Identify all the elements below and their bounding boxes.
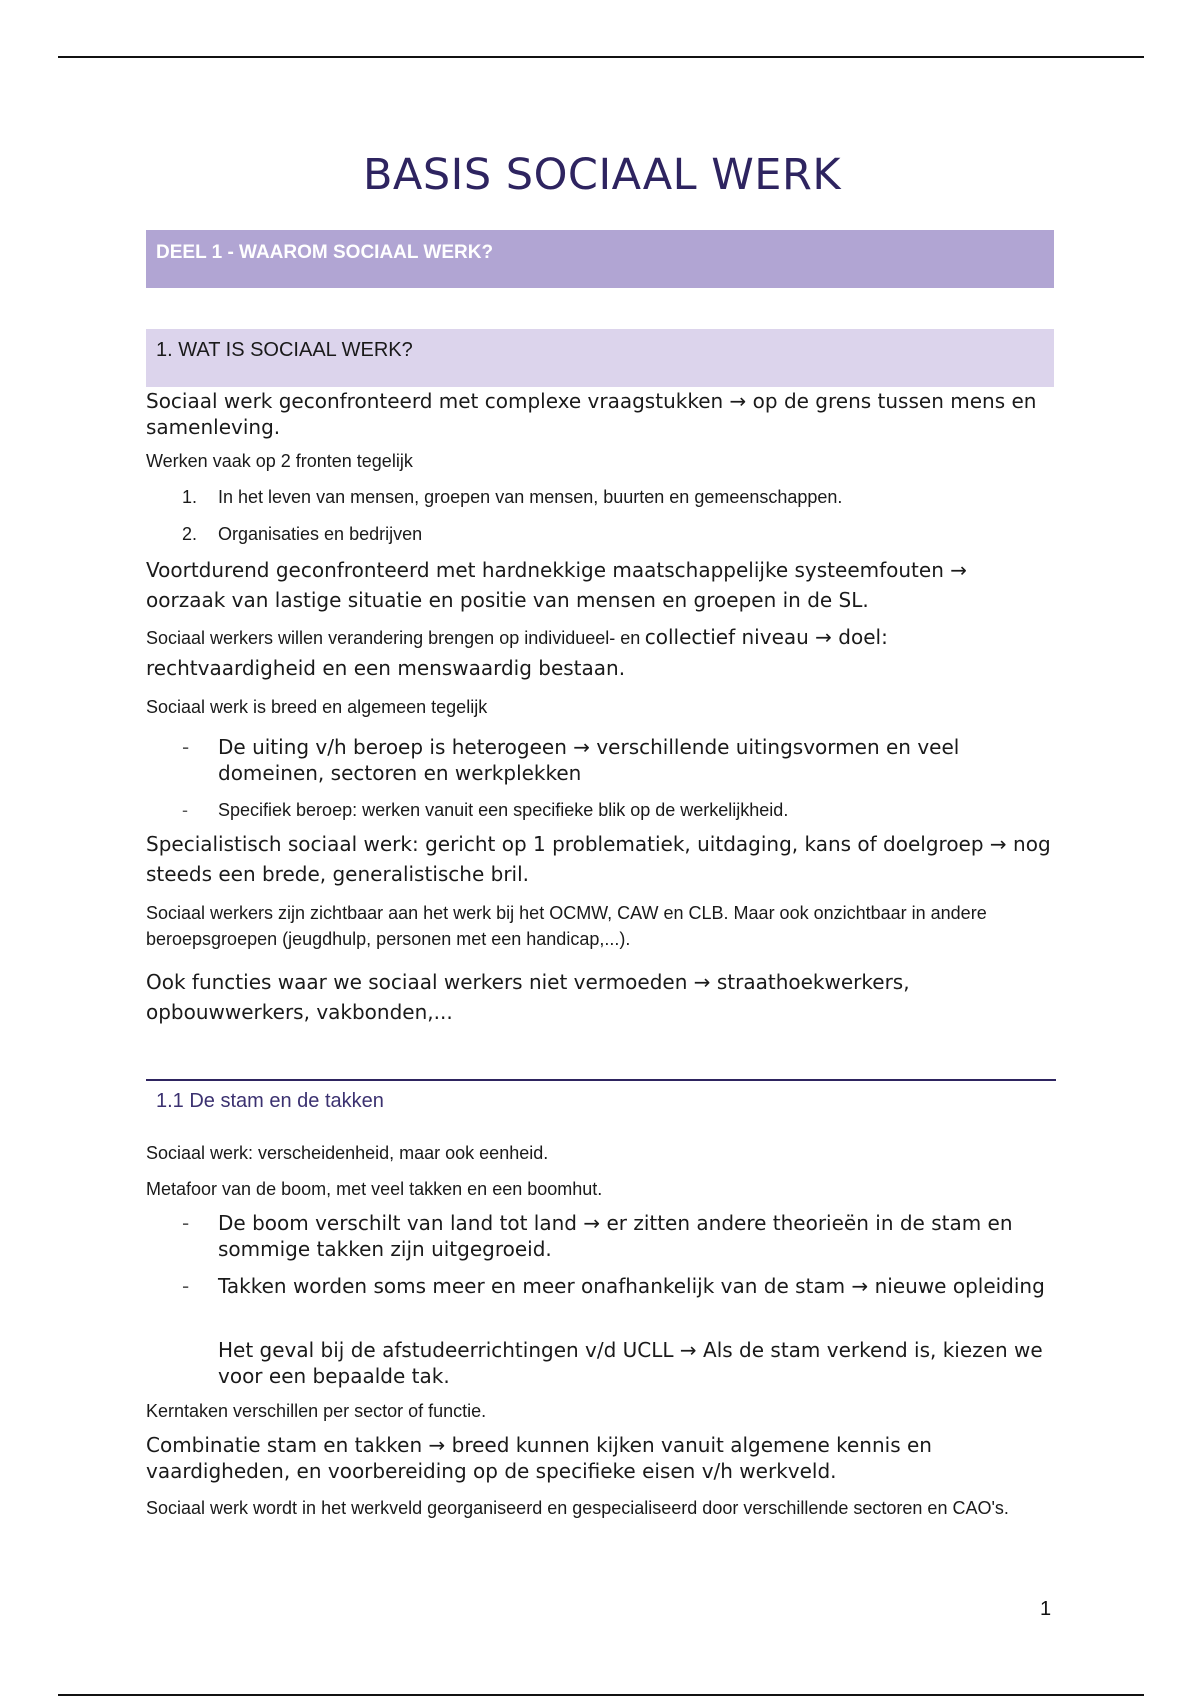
paragraph-broad-general: Sociaal werk is breed en algemeen tegelijk	[146, 697, 488, 717]
dash-bullet-icon: -	[182, 735, 190, 759]
page-bottom-rule	[58, 1694, 1144, 1696]
list-item-text: Het geval bij de afstudeerrichtingen v/d UCLL → Als de stam verkend is, kiezen we voor een bepaalde tak.	[218, 1338, 1043, 1388]
dash-bullet-icon: -	[182, 800, 188, 820]
paragraph-metaphor: Metafoor van de boom, met veel takken en een boomhut.	[146, 1179, 603, 1199]
paragraph-combination: Combinatie stam en takken → breed kunnen kijken vanuit algemene kennis en vaardigheden, en voorbereiding op de specifieke eisen v/h werkveld.	[146, 1433, 932, 1483]
list-number: 2.	[182, 524, 198, 544]
paragraph-complex-issues: Sociaal werk geconfronteerd met complexe vraagstukken → op de grens tussen mens en samenleving.	[146, 389, 1037, 439]
dash-bullet-icon: -	[182, 1274, 190, 1298]
subsection-heading: 1.1 De stam en de takken	[156, 1090, 384, 1112]
list-item-text: Takken worden soms meer en meer onafhankelijk van de stam → nieuwe opleiding	[218, 1274, 1045, 1298]
dash-bullet-icon: -	[182, 1211, 190, 1235]
paragraph-change	[146, 624, 1051, 686]
list-item-text: Organisaties en bedrijven	[218, 524, 423, 544]
paragraph-functions: Ook functies waar we sociaal werkers niet vermoeden → straathoekwerkers, opbouwwerkers, vakbonden,...	[146, 970, 910, 1024]
paragraph-two-fronts: Werken vaak op 2 fronten tegelijk	[146, 451, 413, 471]
section-heading-bar	[146, 329, 1054, 387]
section-heading: 1. WAT IS SOCIAAL WERK?	[156, 339, 413, 361]
list-item-text: In het leven van mensen, groepen van mensen, buurten en gemeenschappen.	[218, 487, 843, 507]
paragraph-visible: Sociaal werkers zijn zichtbaar aan het werk bij het OCMW, CAW en CLB. Maar ook onzichtbaar in andere beroepsgroepen (jeugdhulp, personen met een handicap,...).	[146, 903, 987, 949]
list-item-text: Specifiek beroep: werken vanuit een specifieke blik op de werkelijkheid.	[218, 800, 789, 820]
subsection-rule	[146, 1079, 1056, 1081]
paragraph-change-part1: Sociaal werkers willen verandering brengen op individueel- en	[146, 628, 641, 648]
paragraph-system-errors: Voortdurend geconfronteerd met hardnekkige maatschappelijke systeemfouten → oorzaak van lastige situatie en positie van mensen en groepen in de SL.	[146, 558, 967, 612]
paragraph-diversity: Sociaal werk: verscheidenheid, maar ook eenheid.	[146, 1143, 549, 1163]
document-title: BASIS SOCIAAL WERK	[362, 150, 842, 200]
list-number: 1.	[182, 487, 198, 507]
part-heading-bar	[146, 230, 1054, 288]
page-number: 1	[1040, 1598, 1052, 1620]
paragraph-sectors: Sociaal werk wordt in het werkveld georganiseerd en gespecialiseerd door verschillende sectoren en CAO's.	[146, 1498, 1009, 1518]
paragraph-specialist: Specialistisch sociaal werk: gericht op 1 problematiek, uitdaging, kans of doelgroep → nog steeds een brede, generalistische bril.	[146, 832, 1051, 886]
page-top-rule	[58, 56, 1144, 58]
paragraph-core-tasks: Kerntaken verschillen per sector of functie.	[146, 1401, 487, 1421]
part-heading: DEEL 1 - WAAROM SOCIAAL WERK?	[156, 242, 494, 263]
list-item-text: De boom verschilt van land tot land → er zitten andere theorieën in de stam en sommige takken zijn uitgegroeid.	[218, 1211, 1013, 1261]
list-item-text: De uiting v/h beroep is heterogeen → verschillende uitingsvormen en veel domeinen, sectoren en werkplekken	[218, 735, 960, 785]
paragraph-change-part2: collectief niveau → doel: rechtvaardigheid en een menswaardig bestaan.	[146, 625, 888, 680]
